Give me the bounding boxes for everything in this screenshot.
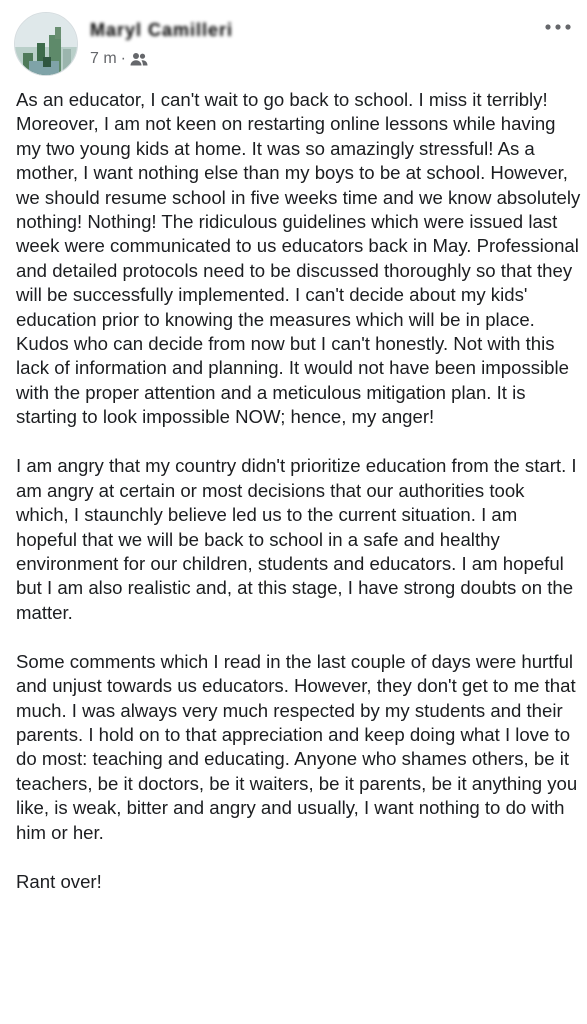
post-paragraph-3: Some comments which I read in the last couple of days were hurtful and unjust towards us educators. However, they don't get to me that much. I was always very much respected by my students and their parents. I hold on to that appreciation and keep doing what I love to do most: teaching and educating. Anyone who shames others, be it teachers, be it doctors, be it waiters, be it parents, be it anything you like, is weak, bitter and angry and usually, I want nothing to do with him or her. bbox=[16, 650, 578, 843]
post-meta bbox=[90, 50, 148, 68]
more-options-button[interactable] bbox=[541, 16, 575, 38]
post-paragraph-1: As an educator, I can't wait to go back to school. I miss it terribly! Moreover, I am not keen on restarting online lessons while having my two young kids at home. It was so amazingly stressful! As a mother, I want nothing else than my boys to be at school. However, we should resume school in five weeks time and we know absolutely nothing! Nothing! The ridiculous guidelines which were issued last week were communicated to us educators back in May. Professional and detailed protocols need to be discussed thoroughly so that they will be successfully implemented. I can't decide about my kids' education prior to knowing the measures which will be in place. Kudos who can decide from now but I can't honestly. Not with this lack of information and planning. It would not have been impossible with the proper attention and a meticulous mitigation plan. It is starting to look impossible NOW; hence, my anger! bbox=[16, 89, 581, 428]
post-paragraph-2: I am angry that my country didn't prioritize education from the start. I am angry at certain or most decisions that our authorities took which, I staunchly believe led us to the current situation. I am hopeful that we will be back to school in a safe and healthy environment for our children, students and educators. I am hopeful but I am also realistic and, at this stage, I have strong doubts on the matter. bbox=[16, 455, 577, 623]
post-time[interactable]: 7 m bbox=[90, 50, 117, 67]
post-paragraph-4: Rant over! bbox=[16, 870, 102, 892]
more-horizontal-icon bbox=[545, 24, 571, 30]
post-header bbox=[10, 10, 577, 76]
post-body bbox=[16, 88, 581, 894]
avatar-image bbox=[15, 13, 77, 75]
author-name[interactable]: Maryl Camilleri bbox=[90, 20, 234, 40]
friends-icon[interactable] bbox=[130, 52, 148, 66]
author-avatar[interactable] bbox=[14, 12, 78, 76]
meta-separator: · bbox=[120, 50, 126, 67]
